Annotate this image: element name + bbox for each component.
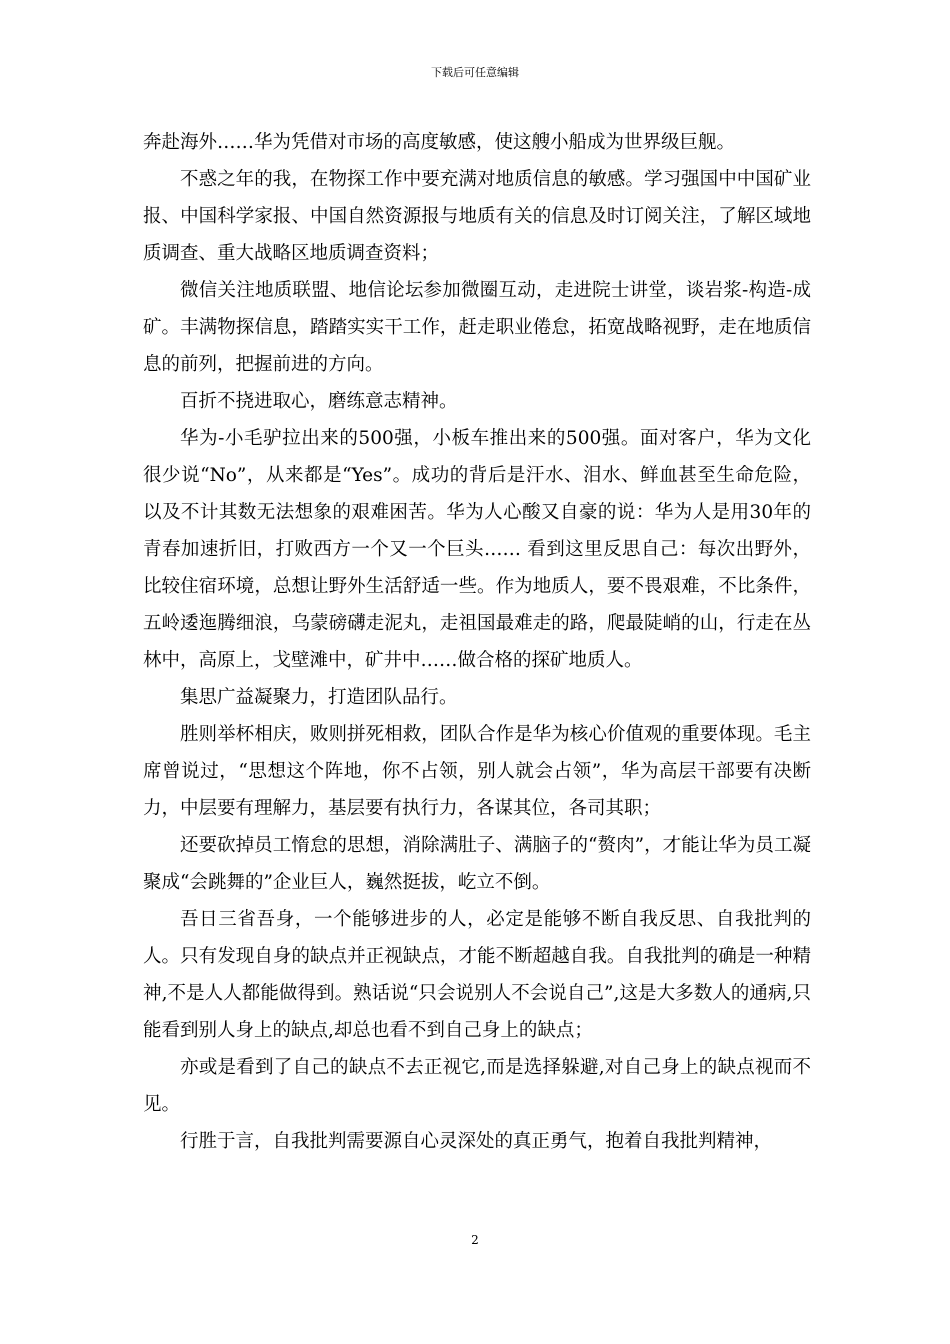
paragraph: 亦或是看到了自己的缺点不去正视它,而是选择躲避,对自己身上的缺点视而不见。: [143, 1057, 811, 1115]
paragraph: 奔赴海外……华为凭借对市场的高度敏感，使这艘小船成为世界级巨舰。: [143, 132, 736, 153]
section-heading: 百折不挠进取心，磨练意志精神。: [180, 391, 458, 412]
section-heading: 集思广益凝聚力，打造团队品行。: [180, 687, 458, 708]
paragraph: 吾日三省吾身，一个能够进步的人，必定是能够不断自我反思、自我批判的人。只有发现自身的缺点并正视缺点，才能不断超越自我。自我批判的确是一种精神,不是人人都能做得到。熟话说“只会说别人不会说自己”,这是大多数人的通病,只能看到别人身上的缺点,却总也看不到自己身上的缺点；: [143, 909, 811, 1041]
paragraph: 行胜于言，自我批判需要源自心灵深处的真正勇气，抱着自我批判精神，: [180, 1131, 773, 1152]
paragraph: 微信关注地质联盟、地信论坛参加微圈互动，走进院士讲堂，谈岩浆-构造-成矿。丰满物探信息，踏踏实实干工作，赶走职业倦怠，拓宽战略视野，走在地质信息的前列，把握前进的方向。: [143, 280, 811, 375]
paragraph: 胜则举杯相庆，败则拼死相救，团队合作是华为核心价值观的重要体现。毛主席曾说过，“思想这个阵地，你不占领，别人就会占领”，华为高层干部要有决断力，中层要有理解力，基层要有执行力，各谋其位，各司其职；: [143, 724, 811, 819]
paragraph: 不惑之年的我，在物探工作中要充满对地质信息的敏感。学习强国中中国矿业报、中国科学家报、中国自然资源报与地质有关的信息及时订阅关注，了解区域地质调查、重大战略区地质调查资料；: [143, 169, 811, 264]
document-body: [143, 124, 811, 1160]
paragraph: 华为-小毛驴拉出来的500强，小板车推出来的500强。面对客户，华为文化很少说“No”，从来都是“Yes”。成功的背后是汗水、泪水、鲜血甚至生命危险，以及不计其数无法想象的艰难困苦。华为人心酸又自豪的说：华为人是用30年的青春加速折旧，打败西方一个又一个巨头…… 看到这里反思自己：每次出野外，比较住宿环境，总想让野外生活舒适一些。作为地质人，要不畏艰难，不比条件，五岭逶迤腾细浪，乌蒙磅礴走泥丸，走祖国最难走的路，爬最陡峭的山，行走在丛林中，高原上，戈壁滩中，矿井中……做合格的探矿地质人。: [143, 428, 811, 671]
page-number: 2: [471, 1233, 479, 1247]
paragraph: 还要砍掉员工惰怠的思想，消除满肚子、满脑子的“赘肉”，才能让华为员工凝聚成“会跳舞的”企业巨人，巍然挺拔，屹立不倒。: [143, 835, 811, 893]
page-header: 下载后可任意编辑: [431, 66, 519, 79]
